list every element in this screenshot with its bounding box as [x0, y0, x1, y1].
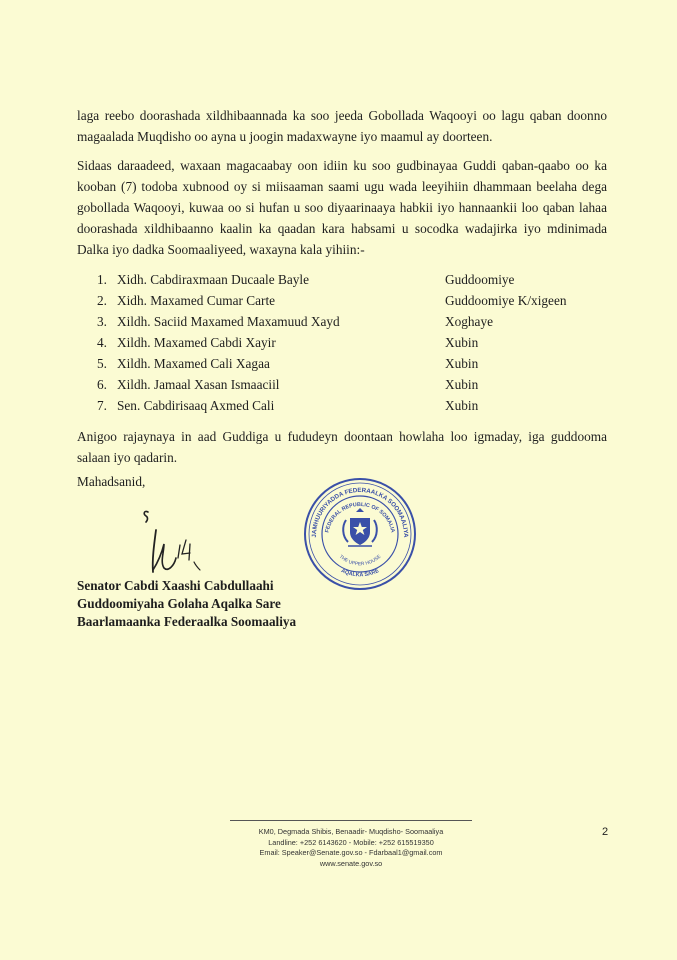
member-row — [77, 374, 607, 395]
footer-divider — [230, 820, 472, 821]
member-role: Xubin — [445, 398, 479, 413]
committee-member-list — [77, 269, 607, 416]
member-name: Sen. Cabdirisaaq Axmed Cali — [117, 398, 275, 413]
footer-email: Email: Speaker@Senate.gov.so - Fdarbaal1@gmail.com — [259, 848, 443, 857]
member-name: Xildh. Maxamed Cali Xagaa — [117, 356, 270, 371]
signatory-block — [77, 577, 296, 631]
closing-salutation: Mahadsanid, — [77, 474, 146, 489]
member-name: Xidh. Cabdiraxmaan Ducaale Bayle — [117, 272, 309, 287]
page-number: 2 — [602, 826, 609, 838]
senate-official-seal — [302, 476, 418, 592]
member-role: Xoghaye — [445, 314, 493, 329]
seal-inner-bottom-text: THE UPPER HOUSE — [337, 554, 383, 568]
seal-outer-bottom-text: AQALKA SARE — [340, 568, 380, 579]
seal-inner-top-text: FEDERAL REPUBLIC OF SOMALIA — [324, 501, 396, 534]
member-row — [77, 311, 607, 332]
member-number: 6. — [97, 377, 107, 392]
member-number: 5. — [97, 356, 107, 371]
member-name: Xidh. Maxamed Cumar Carte — [117, 293, 276, 308]
member-row — [77, 395, 607, 416]
body-paragraph-2: Sidaas daraadeed, waxaan magacaabay oon idiin ku soo gudbinayaa Guddi qaban-qaabo oo ka kooban (7) todoba xubnood oy si miisaaman saami ugu wada leeyihiin dhammaan beelaha dega gobollada Waqooyi, kuwaa oo si hufan u soo diyaarinaaya habkii iyo hannaankii loo qaban lahaa doorashada xildhibaanno kaalin ka qaadan kara habsami u socodka wadajirka iyo mdinimada Dalka iyo dadka Soomaaliyeed, waxayna kala yihiin:- — [77, 158, 607, 257]
member-number: 4. — [97, 335, 107, 350]
member-row — [77, 269, 607, 290]
member-role: Guddoomiye K/xigeen — [445, 293, 567, 308]
member-row — [77, 290, 607, 311]
member-number: 2. — [97, 293, 107, 308]
member-number: 3. — [97, 314, 107, 329]
signatory-institution: Baarlamaanka Federaalka Soomaaliya — [77, 614, 297, 629]
body-paragraph-1: laga reebo doorashada xildhibaannada ka soo jeeda Gobollada Waqooyi oo lagu qaban doonno magaalada Muqdisho oo ayna u joogin madaxwayne iyo maamul ay doorteen. — [77, 108, 607, 144]
footer-phones: Landline: +252 6143620 - Mobile: +252 615519350 — [268, 837, 434, 847]
footer-website: www.senate.gov.so — [319, 858, 383, 868]
footer-address: KM0, Degmada Shibis, Benaadir- Muqdisho- Soomaaliya — [258, 827, 444, 836]
signatory-name: Senator Cabdi Xaashi Cabdullaahi — [77, 578, 274, 593]
member-row — [77, 353, 607, 374]
member-number: 7. — [97, 398, 107, 413]
seal-outer-top-text: JAMHUURIYADDA FEDERAALKA SOOMAALIYA — [310, 486, 410, 538]
letter-footer — [215, 827, 487, 869]
coat-of-arms-icon — [343, 508, 377, 546]
signatory-title: Guddoomiyaha Golaha Aqalka Sare — [77, 596, 281, 611]
handwritten-signature — [140, 500, 220, 575]
member-row — [77, 332, 607, 353]
member-number: 1. — [97, 272, 107, 287]
member-role: Xubin — [445, 356, 479, 371]
member-role: Xubin — [445, 377, 479, 392]
member-name: Xildh. Jamaal Xasan Ismaaciil — [117, 377, 280, 392]
member-role: Guddoomiye — [445, 272, 515, 287]
member-name: Xildh. Maxamed Cabdi Xayir — [117, 335, 276, 350]
member-role: Xubin — [445, 335, 479, 350]
member-name: Xildh. Saciid Maxamed Maxamuud Xayd — [117, 314, 340, 329]
body-paragraph-3: Anigoo rajaynaya in aad Guddiga u fududeyn doontaan howlaha loo igmaday, iga guddooma salaan iyo qadarin. — [77, 429, 607, 465]
